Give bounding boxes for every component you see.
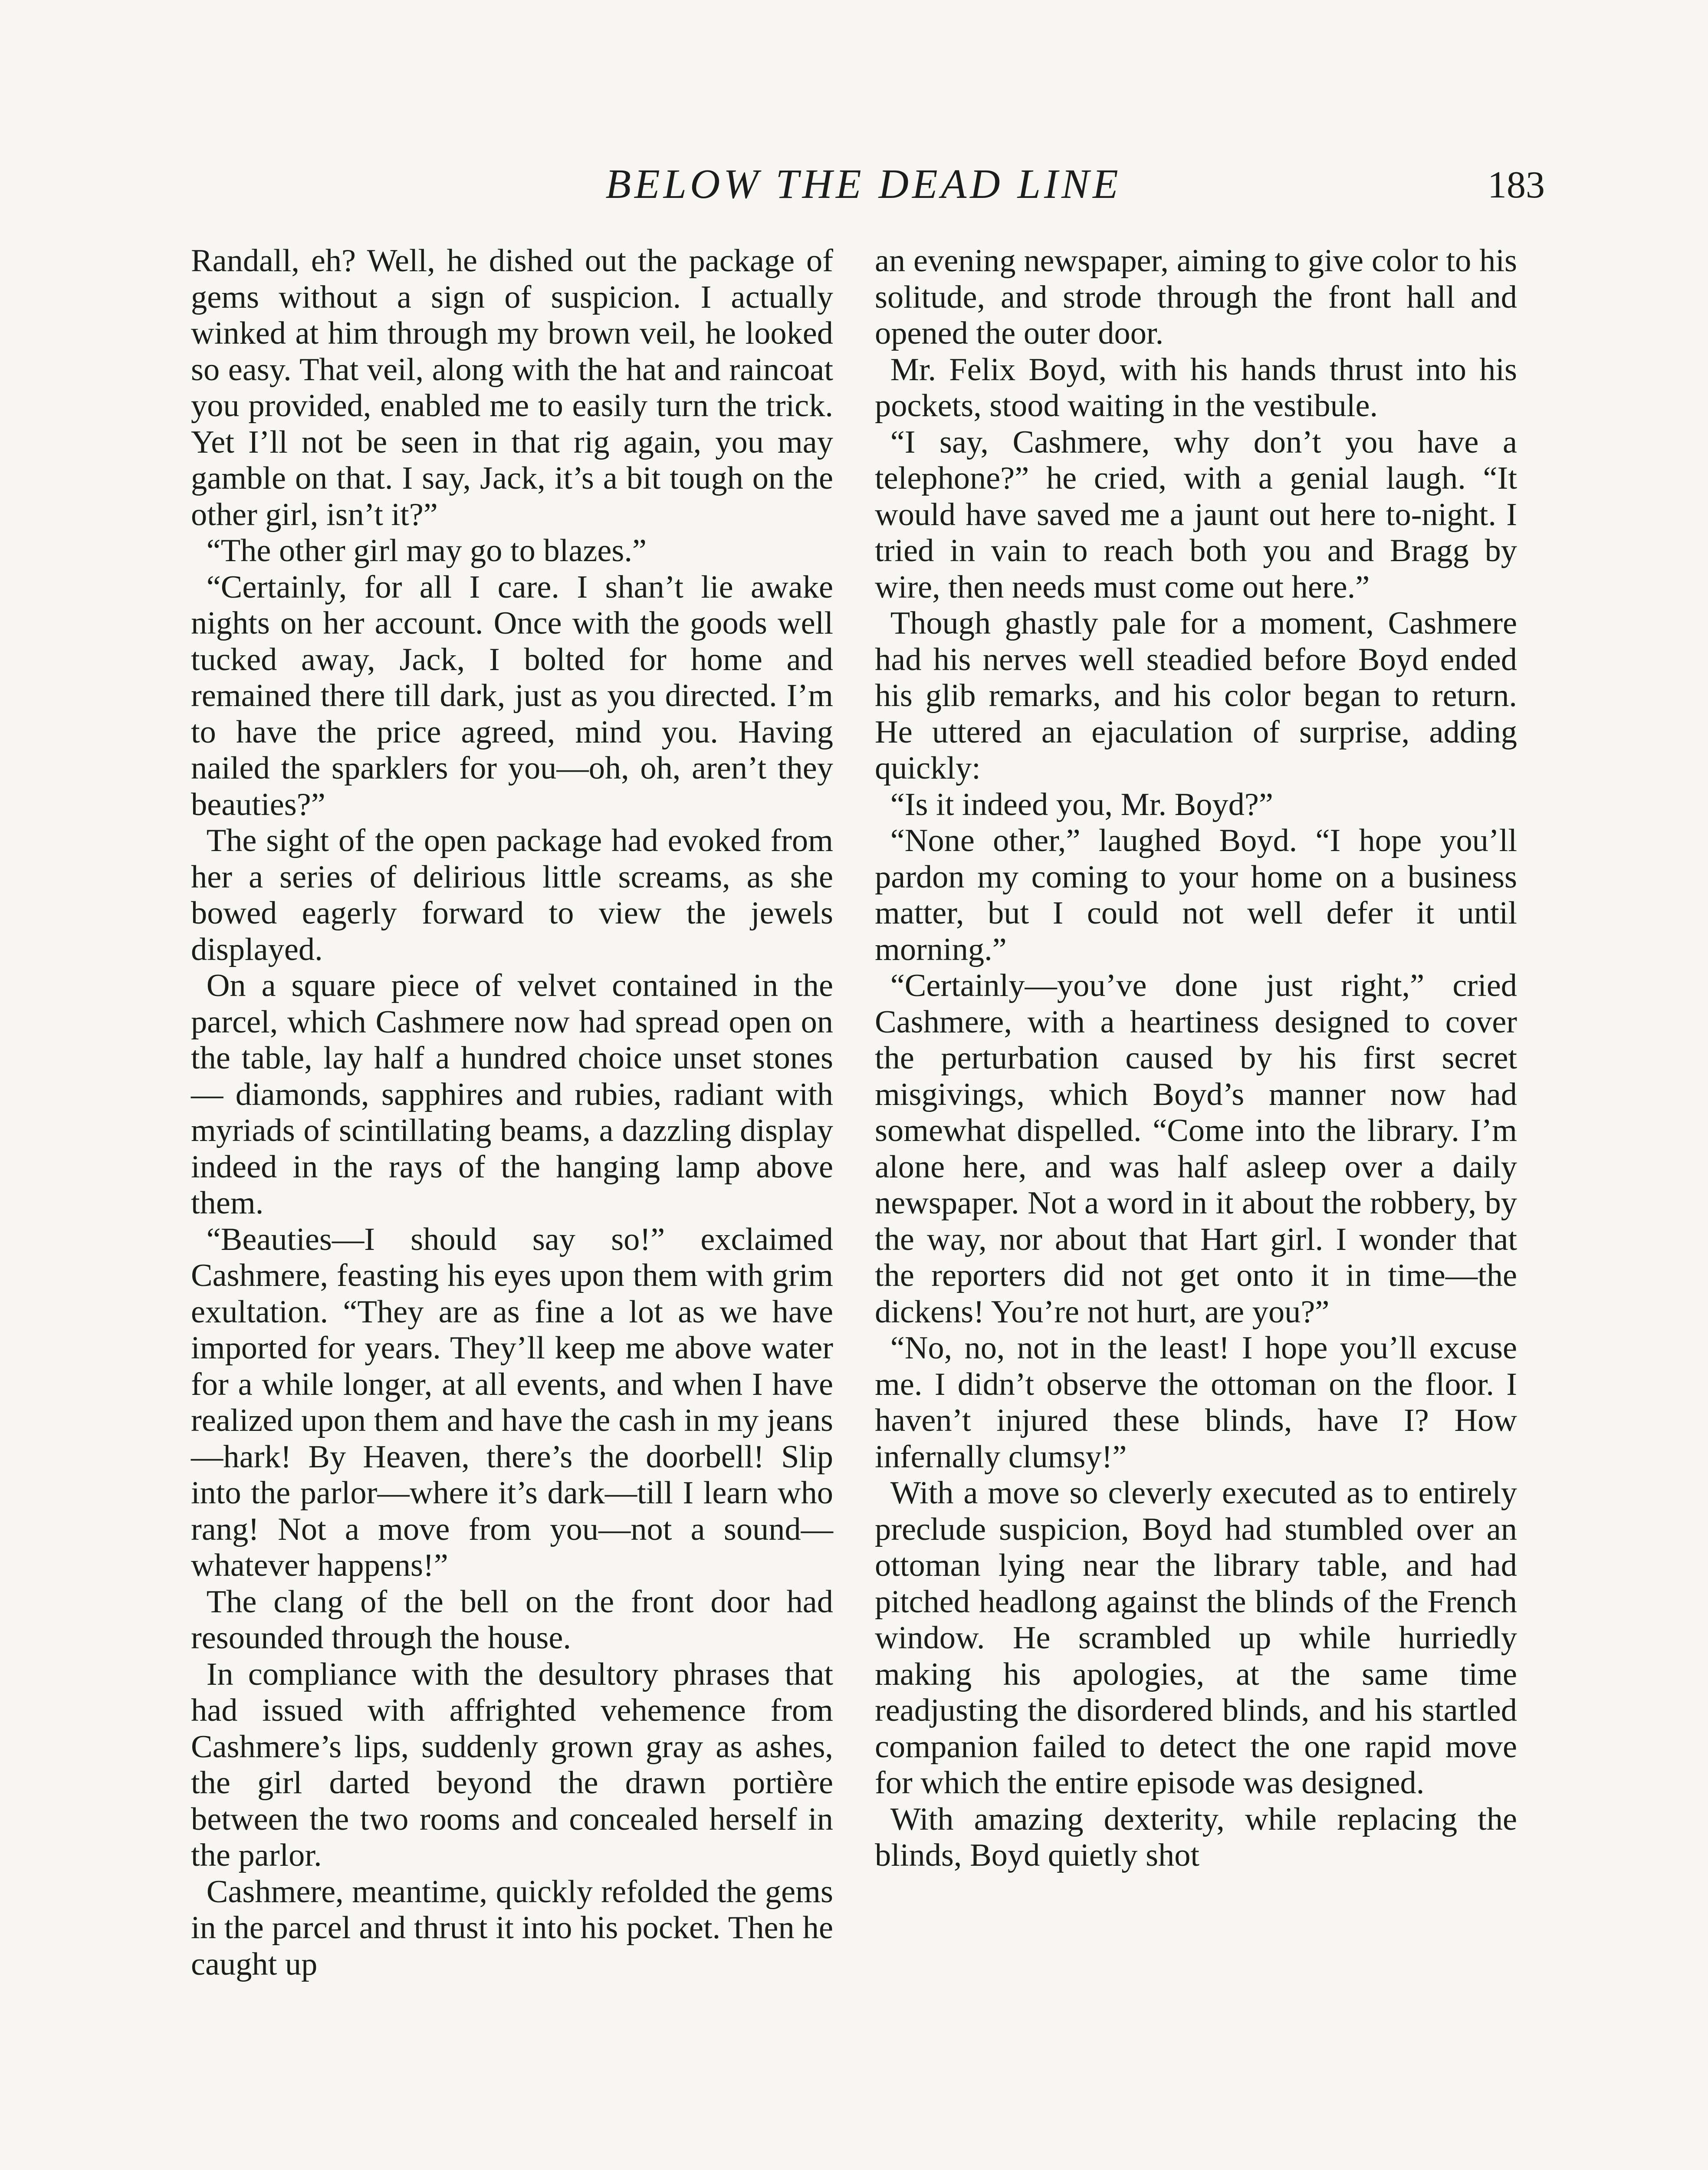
paragraph: “The other girl may go to blazes.” xyxy=(206,533,647,569)
paragraph: On a square piece of velvet contained in the parcel, which Cashmere now had spread open on the table, lay half a hundred choice unset stones — diamonds, sapphires and rubies, radiant with myriads of scintillating beams, a dazzling display indeed in the rays of the hanging lamp above them. xyxy=(191,968,833,1221)
paragraph: “Certainly—you’ve done just right,” cried Cashmere, with a heartiness designed to cover the perturbation caused by his first secret misgivings, which Boyd’s manner now had somewhat dispelled. “Come into the library. I’m alone here, and was half asleep over a daily newspaper. Not a word in it about the robbery, by the way, nor about that Hart girl. I wonder that the reporters did not get onto it in time—the dickens! You’re not hurt, are you?” xyxy=(875,968,1517,1330)
paragraph: In compliance with the desultory phrases that had issued with affrighted vehemence from Cashmere’s lips, suddenly grown gray as ashes, the girl darted beyond the drawn portière between the two rooms and concealed herself in the parlor. xyxy=(191,1656,833,1873)
paragraph: Though ghastly pale for a moment, Cashmere had his nerves well steadied before Boyd ended his glib remarks, and his color began to return. He uttered an ejaculation of surprise, adding quickly: xyxy=(875,605,1517,786)
paragraph: “Is it indeed you, Mr. Boyd?” xyxy=(890,786,1273,822)
left-column xyxy=(191,243,833,1983)
paragraph: “No, no, not in the least! I hope you’ll excuse me. I didn’t observe the ottoman on the floor. I haven’t injured these blinds, have I? How infernally clumsy!” xyxy=(875,1330,1517,1475)
paragraph: “None other,” laughed Boyd. “I hope you’ll pardon my coming to your home on a business matter, but I could not well defer it until morning.” xyxy=(875,823,1517,967)
paragraph: “Certainly, for all I care. I shan’t lie awake nights on her account. Once with the goods well tucked away, Jack, I bolted for home and remained there till dark, just as you directed. I’m to have the price agreed, mind you. Having nailed the sparklers for you—oh, oh, aren’t they beauties?” xyxy=(191,569,833,822)
paragraph: Mr. Felix Boyd, with his hands thrust into his pockets, stood waiting in the vestibule. xyxy=(875,352,1517,424)
paragraph: “I say, Cashmere, why don’t you have a telephone?” he cried, with a genial laugh. “It would have saved me a jaunt out here to-night. I tried in vain to reach both you and Bragg by wire, then needs must come out here.” xyxy=(875,424,1517,605)
paragraph: an evening newspaper, aiming to give color to his solitude, and strode through the front hall and opened the outer door. xyxy=(875,243,1517,351)
paragraph: Randall, eh? Well, he dished out the package of gems without a sign of suspicion. I actually winked at him through my brown veil, he looked so easy. That veil, along with the hat and raincoat you provided, enabled me to easily turn the trick. Yet I’ll not be seen in that rig again, you may gamble on that. I say, Jack, it’s a bit tough on the other girl, isn’t it?” xyxy=(191,243,833,533)
paragraph: With amazing dexterity, while replacing the blinds, Boyd quietly shot xyxy=(875,1801,1517,1873)
paragraph: Cashmere, meantime, quickly refolded the gems in the parcel and thrust it into his pocket. Then he caught up xyxy=(191,1874,833,1982)
right-column xyxy=(875,243,1517,1874)
paragraph: The clang of the bell on the front door had resounded through the house. xyxy=(191,1584,833,1656)
paragraph: The sight of the open package had evoked from her a series of delirious little screams, as she bowed eagerly forward to view the jewels displayed. xyxy=(191,823,833,967)
paragraph: With a move so cleverly executed as to entirely preclude suspicion, Boyd had stumbled over an ottoman lying near the library table, and had pitched headlong against the blinds of the French window. He scrambled up while hurriedly making his apologies, at the same time readjusting the disordered blinds, and his startled companion failed to detect the one rapid move for which the entire episode was designed. xyxy=(875,1475,1517,1801)
paragraph: “Beauties—I should say so!” exclaimed Cashmere, feasting his eyes upon them with grim exultation. “They are as fine a lot as we have imported for years. They’ll keep me above water for a while longer, at all events, and when I have realized upon them and have the cash in my jeans—hark! By Heaven, there’s the doorbell! Slip into the parlor—where it’s dark—till I learn who rang! Not a move from you—not a sound—whatever happens!” xyxy=(191,1221,833,1583)
running-head: BELOW THE DEAD LINE xyxy=(605,161,1122,207)
page-number: 183 xyxy=(1488,164,1545,206)
